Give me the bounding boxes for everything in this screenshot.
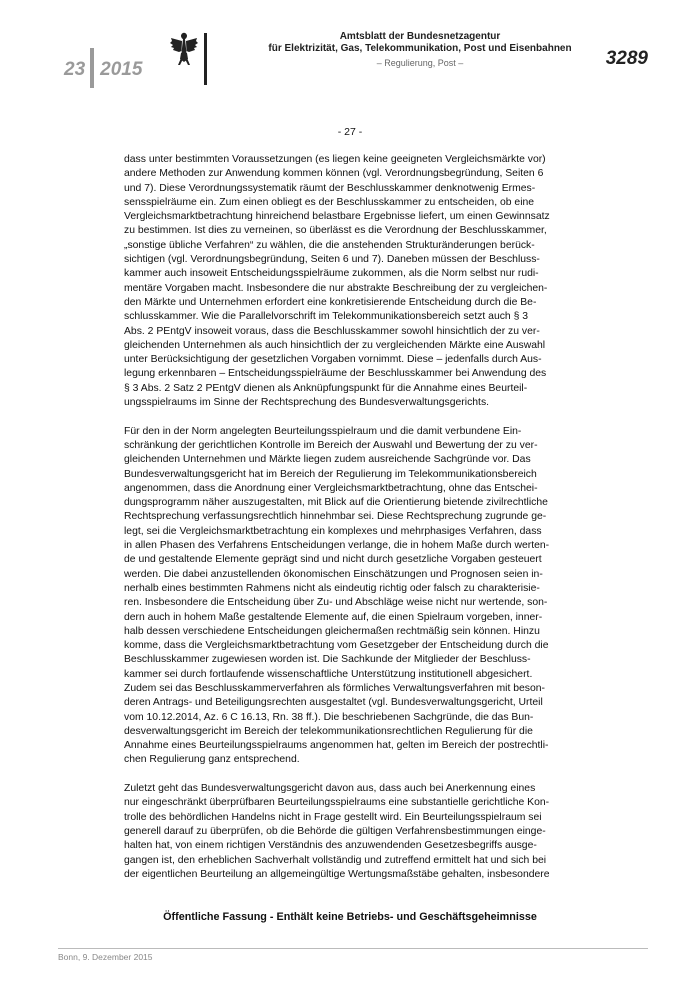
text-line: § 3 Abs. 2 Satz 2 PEntgV dienen als Anknüpfungspunkt für die Annahme eines Beurteil-	[124, 382, 528, 394]
text-line: andere Methoden zur Anwendung kommen können (vgl. Verordnungsbegründung, Seiten 6	[124, 168, 544, 180]
text-line: Für den in der Norm angelegten Beurteilungsspielraum und die damit verbundene Ein-	[124, 425, 522, 437]
text-line: schlusskammer. Wie die Parallelvorschrift im Telekommunikationsbereich setzt auch § 3	[124, 311, 529, 323]
footer-date: Bonn, 9. Dezember 2015	[58, 952, 153, 962]
text-line: den Märkte und Unternehmen erfordert eine konkretisierende Entscheidung durch die Be-	[124, 296, 537, 308]
text-line: halb dessen verschiedene Entscheidungen gleichermaßen rechtmäßig sein können. Hinzu	[124, 625, 540, 637]
text-line: deren Antrags- und Beteiligungsrechten ausgestaltet (vgl. Bundesverwaltungsgericht, Urteil	[124, 697, 543, 709]
text-line: dass unter bestimmten Voraussetzungen (es liegen keine geeigneten Vergleichsmärkte vor)	[124, 154, 546, 165]
text-line: Zudem sei das Beschlusskammerverfahren als förmliches Verwaltungsverfahren mit beson-	[124, 682, 545, 694]
text-line: werden. Die dabei anzustellenden ökonomischen Einschätzungen und Prognosen seien in-	[124, 568, 543, 580]
body-paragraph	[124, 153, 574, 410]
text-line: Zuletzt geht das Bundesverwaltungsgericht davon aus, dass auch bei Anerkennung eines	[124, 783, 536, 795]
text-line: legung erkennbaren – Entscheidungsspielräume der Beschlusskammer bei Anwendung des	[124, 368, 547, 380]
text-line: vom 10.12.2014, Az. 6 C 16.13, Rn. 38 ff.). Die beschriebenen Sachgründe, die das Bun-	[124, 711, 534, 723]
issue-number: 23	[64, 59, 86, 80]
footer-divider	[58, 948, 648, 949]
body-paragraph	[124, 425, 574, 768]
text-line: trolle des behördlichen Handelns nicht in Frage gestellt wird. Ein Beurteilungsspielraum sei	[124, 811, 542, 823]
text-line: komme, dass die Vergleichsmarktbetrachtung vom Gesetzgeber der Entscheidung durch die	[124, 640, 549, 652]
page-number: 3289	[605, 48, 648, 69]
text-line: gleichenden Unternehmen und Märkte liegen zudem ausreichende Sachgründe vor. Das	[124, 454, 531, 466]
text-line: der eigentlichen Beurteilung an allgemeingültige Wertungsmaßstäbe gehalten, insbesondere	[124, 868, 550, 880]
text-line: sensspielräume ein. Zum einen obliegt es der Beschlusskammer zu entscheiden, ob eine	[124, 196, 535, 208]
text-line: „sonstige übliche Verfahren“ zu wählen, die die anstehenden Strukturänderungen berück-	[124, 239, 535, 251]
text-line: nerhalb eines bestimmten Rahmens nicht als eindeutig richtig oder falsch zu charakterisie-	[124, 582, 540, 594]
text-line: Annahme eines Beurteilungsspielraums angenommen hat, gelten im Bereich der postrechtli-	[124, 740, 549, 752]
text-line: Beschlusskammer zugewiesen worden ist. Die Sachkunde der Mitglieder der Beschluss-	[124, 654, 531, 666]
header-title-line2: für Elektrizität, Gas, Telekommunikation, Post und Eisenbahnen	[268, 43, 572, 54]
text-line: dern auch in hohem Maße gestaltende Elemente auf, die einen Spielraum vorgeben, inner-	[124, 611, 543, 623]
confidentiality-notice: Öffentliche Fassung - Enthält keine Betriebs- und Geschäftsgeheimnisse	[163, 911, 537, 923]
text-line: gleichenden Unternehmen als auch hinsichtlich der zu vergleichenden Märkte eine Auswahl	[124, 339, 546, 351]
text-line: angenommen, dass die Anordnung einer Vergleichsmarktbetrachtung, ohne das Entschei-	[124, 482, 538, 494]
text-line: mentäre Vorgaben macht. Insbesondere die nur abstrakte Beschreibung der zu vergleichen-	[124, 282, 548, 294]
text-line: sichtigen (vgl. Verordnungsbegründung, Seiten 6 und 7). Daneben müssen der Beschluss-	[124, 254, 540, 266]
text-line: und 7). Diese Verordnungssystematik räumt der Beschlusskammer denknotwenig Ermes-	[124, 182, 536, 194]
page-marker: - 27 -	[337, 126, 363, 138]
header-title-line1: Amtsblatt der Bundesnetzagentur	[339, 31, 501, 42]
text-line: chen Regulierung ganz entsprechend.	[124, 754, 300, 766]
text-line: ungsspielraums im Sinne der Rechtsprechung des Bundesverwaltungsgerichts.	[124, 397, 490, 409]
text-line: halten hat, von einem richtigen Verständnis des anzuwendenden Gesetzesbegriffs ausge-	[124, 840, 537, 852]
header-divider	[204, 33, 207, 85]
text-line: kammer auch insoweit Entscheidungsspielräume zukommen, als die Norm selbst nur rudi-	[124, 268, 539, 280]
text-line: Abs. 2 PEntgV insoweit voraus, dass die Beschlusskammer sowohl hinsichtlich der zu ver-	[124, 325, 540, 337]
text-line: gangen ist, den erheblichen Sachverhalt vollständig und zutreffend ermittelt hat und sich bei	[124, 854, 547, 866]
issue-year: 2015	[100, 59, 143, 80]
body-paragraph	[124, 782, 574, 882]
text-line: dungsprogramm näher auszugestalten, mit Blick auf die Orientierung bietende zivilrechtliche	[124, 497, 548, 509]
text-line: kammer sei durch fortlaufende wissenschaftliche Unterstützung institutionell abgesichert.	[124, 668, 533, 680]
text-line: desverwaltungsgericht im Bereich der telekommunikationsrechtlichen Regulierung für die	[124, 725, 533, 737]
text-line: de und gestaltende Elemente geprägt sind und nicht durch gesetzliche Vorgaben gesteuert	[124, 554, 542, 566]
text-line: in allen Phasen des Verfahrens Entscheidungen verlange, die in hohem Maße durch werten-	[124, 540, 550, 552]
body-text	[124, 153, 574, 896]
text-line: Vergleichsmarktbetrachtung hinreichend belastbare Ergebnisse liefert, um einen Gewinnsatz	[124, 211, 550, 223]
text-line: zu bestimmen. Ist dies zu verneinen, so überlässt es die Verordnung der Beschlusskammer,	[124, 225, 547, 237]
federal-eagle-icon	[169, 31, 199, 67]
text-line: Bundesverwaltungsgericht hat im Bereich der Regulierung im Telekommunikationsbereich	[124, 468, 537, 480]
text-line: unter Berücksichtigung der gesetzlichen Vorgaben vornimmt. Diese – jedenfalls durch Aus-	[124, 354, 542, 366]
header-section: – Regulierung, Post –	[376, 58, 464, 68]
text-line: legt, sei die Vergleichsmarktbetrachtung ein komplexes und mehrphasiges Verfahren, dass	[124, 525, 542, 537]
issue-label	[64, 50, 142, 90]
text-line: nur eingeschränkt überprüfbaren Beurteilungsspielraums eine substantielle gerichtliche Kon-	[124, 797, 550, 809]
text-line: schränkung der gerichtlichen Kontrolle im Bereich der Auswahl und Bewertung der zu ver-	[124, 439, 538, 451]
text-line: ren. Insbesondere die Entscheidung über Zu- und Abschläge weise nicht nur wertende, son-	[124, 597, 548, 609]
header-agency	[212, 31, 628, 55]
text-line: generell darauf zu überprüfen, ob die Behörde die gültigen Verfahrensbestimmungen einge-	[124, 825, 546, 837]
issue-divider	[90, 48, 94, 88]
text-line: Rechtsprechung verfassungsrechtlich hinnehmbar sei. Diese Rechtsprechung zugrunde ge-	[124, 511, 547, 523]
